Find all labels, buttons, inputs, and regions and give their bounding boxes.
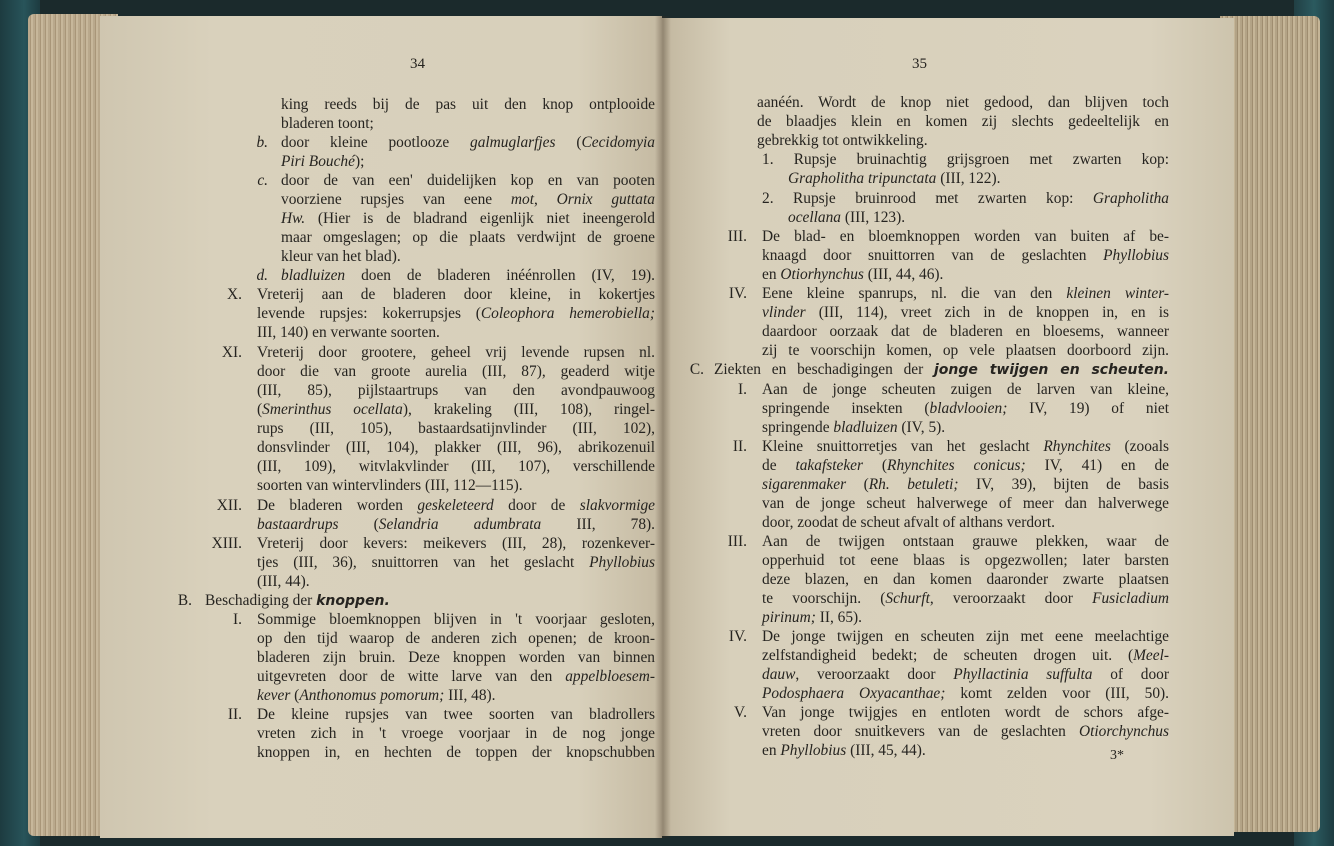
text-line [788,169,1000,188]
text-run: III, 78). [541,516,655,533]
text-run: opperhuid tot eene blaas is opgezwollen; later barsten [762,552,1169,569]
text-line [762,341,1169,360]
text-line [762,646,1169,665]
text-line [281,266,655,285]
list-marker: C. [689,361,704,378]
text-run: IV, 39), bijten de basis [958,476,1169,493]
italic-text: Grapholitha [1092,190,1169,207]
text-run: bladeren zijn bruin. Deze knoppen worden van binnen [257,649,655,666]
text-run: zij te voorschijn komen, op vele plaatsen doorboord zijn. [762,342,1169,359]
text-run: Eene kleine spanrups, nl. die van den [762,285,1067,302]
italic-text: Phyllobius [780,742,847,759]
text-run: Vreterij door kevers: meikevers (III, 28), rozenkever- [257,535,655,552]
page-number: 34 [410,56,425,72]
text-run: Aan de jonge scheuten zuigen de larven van kleine, [762,381,1169,398]
text-line [281,171,655,190]
text-run: (III, 114), vreet zich in de knoppen in, en is [805,304,1169,321]
text-line [762,380,1169,399]
italic-text: bladvlooien; [929,400,1008,417]
text-line [257,705,655,724]
text-line [257,534,655,553]
text-run: te voorschijn. ( [762,590,886,607]
italic-text: vlinder [762,304,806,321]
text-line [762,513,1055,532]
italic-text: Otiorchynchus [1078,723,1169,740]
text-line [788,208,905,227]
text-line [257,343,655,362]
list-marker: I. [233,611,242,628]
text-line [762,608,862,627]
text-run: 1. Rupsje bruinachtig grijsgroen met zwarten kop: [762,151,1169,168]
text-run: (IV, 5). [897,419,946,436]
page-number: 35 [912,56,927,72]
text-run: (III, 44). [257,573,310,590]
text-run: rups (III, 105), bastaardsatijnvlinder (III, 102), [257,420,655,437]
text-run: vreten zich in 't vroege voorjaar in de nog jonge [257,725,655,742]
italic-text: Podosphaera Oxyacanthae; [762,685,946,702]
text-run: ( [846,476,869,493]
text-run: springende [762,419,834,436]
text-run: de [762,457,796,474]
list-marker: B. [177,592,192,609]
text-line [762,150,1169,169]
list-marker: IV. [728,628,747,645]
list-marker: b. [256,134,268,151]
text-line [762,322,1169,341]
text-run: (III, 109), witvlakvlinder (III, 107), verschillende [257,458,655,475]
italic-text: Grapholitha tripunctata [788,170,937,187]
text-line [762,532,1169,551]
text-run: komt zelden voor (III, 50). [945,685,1169,702]
text-line [257,381,655,400]
text-run: (III, 123). [841,209,906,226]
text-line [762,437,1169,456]
text-line [281,190,655,209]
text-line [281,209,655,228]
text-run: Aan de twijgen ontstaan grauwe plekken, waar de [762,533,1169,550]
italic-text: Rhynchites [1043,438,1111,455]
text-run: (III, 85), pijlstaartrups van den avondpauwoog [257,382,655,399]
text-run: uitgevreten door de witte larve van den [257,668,566,685]
italic-text: kever [257,687,291,704]
text-line [257,496,655,515]
text-line [762,475,1169,494]
italic-text: Phyllactinia suffulta [953,666,1093,683]
text-line [257,686,496,705]
text-run: aanéén. Wordt de knop niet gedood, dan blijven toch [757,94,1169,111]
text-run: Kleine snuittorretjes van het geslacht [762,438,1044,455]
text-line [281,228,655,247]
list-marker: III. [727,228,747,245]
text-run: (III, 45, 44). [846,742,926,759]
bold-heading: knoppen. [316,593,390,609]
list-marker: XI. [221,344,242,361]
list-marker: d. [256,267,268,284]
list-marker: c. [257,172,268,189]
text-run: ( [338,516,379,533]
text-run: en [762,742,781,759]
italic-text: ocellana [788,209,841,226]
text-run: (III, 122). [936,170,1001,187]
text-line [762,189,1169,208]
text-run: doen de bladeren inéénrollen (IV, 19). [345,267,655,284]
text-line [257,400,655,419]
text-line [762,399,1169,418]
text-run: knaagd door snuittorren van de geslachten [762,247,1104,264]
text-line [257,572,310,591]
italic-text: Phyllobius [589,554,655,571]
text-run: De jonge twijgen en scheuten zijn met eene meelachtige [762,628,1169,645]
italic-text: Schurft [885,590,930,607]
text-run: door die van groote aurelia (III, 87), geaderd witje [257,363,655,380]
italic-text: Piri Bouché [281,153,355,170]
page-edges-right [1220,16,1320,832]
text-run: , veroorzaakt door [795,666,954,683]
italic-text: Meel- [1133,647,1169,664]
text-line [762,494,1169,513]
italic-text: Cecidomyia [581,134,655,151]
text-run: , [534,191,557,208]
text-line [257,724,655,743]
text-line [762,589,1169,608]
italic-text: Rh. betuleti; [868,476,959,493]
text-line [257,648,655,667]
text-line [762,284,1169,303]
text-run: gebrekkig tot ontwikkeling. [757,132,928,149]
text-line [281,247,401,266]
text-line [714,360,1169,380]
italic-text: Fusicladium [1092,590,1170,607]
text-run: king reeds bij de pas uit den knop ontplooide [281,96,655,113]
text-run: door kleine pootlooze [281,134,470,151]
list-marker: X. [227,286,242,303]
text-line [257,743,655,762]
text-run: De bladeren worden [257,497,418,514]
right-page [662,18,1234,836]
text-run: vreten door snuitkevers van de geslachten [762,723,1079,740]
text-line [257,323,440,342]
text-run: De kleine rupsjes van twee soorten van bladrollers [257,706,655,723]
text-line [257,438,655,457]
italic-text: Selandria adumbrata [378,516,542,533]
text-line [281,152,364,171]
text-line [762,551,1169,570]
text-run: tjes (III, 36), snuittorren van het geslacht [257,554,590,571]
text-line [257,362,655,381]
text-run: Ziekten en beschadigingen der [714,361,934,378]
text-run: III, 48). [444,687,496,704]
list-marker: II. [227,706,242,723]
text-line [762,570,1169,589]
text-run: door de [493,497,580,514]
text-run: Vreterij aan de bladeren door kleine, in kokertjes [257,286,655,303]
italic-text: kleinen winter- [1066,285,1169,302]
text-run: IV, 41) en de [1025,457,1170,474]
text-run: op den tijd waarop de anderen zich openen; de kroon- [257,630,655,647]
text-run: daardoor oorzaak dat de bladeren en bloesems, wanneer [762,323,1169,340]
text-line [762,456,1169,475]
italic-text: mot [510,191,534,208]
text-line [257,629,655,648]
list-marker: V. [734,704,747,721]
left-page [100,16,662,838]
text-run: , veroorzaakt door [929,590,1093,607]
list-marker: IV. [728,285,747,302]
text-run: IV, 19) of niet [1007,400,1169,417]
text-run: knoppen in, en hechten de toppen der knopschubben [257,744,655,761]
text-line [762,684,1169,703]
text-run: ( [555,134,582,151]
text-run: Beschadiging der [205,592,317,609]
text-line [762,665,1169,684]
italic-text: galmuglarfjes [470,134,556,151]
text-run: 2. Rupsje bruinrood met zwarten kop: [762,190,1093,207]
text-line [257,515,655,534]
text-run: kleur van het blad). [281,248,401,265]
italic-text: takafsteker [795,457,863,474]
italic-text: sigarenmaker [762,476,847,493]
text-run: ), krakeling (III, 108), ringel- [402,401,655,418]
italic-text: appelbloesem- [565,668,655,685]
italic-text: pirinum; [762,609,816,626]
text-run: soorten van wintervlinders (III, 112—115). [257,477,523,494]
italic-text: Ornix guttata [556,191,655,208]
italic-text: Otiorhynchus [780,266,864,283]
text-run: springende insekten ( [762,400,930,417]
text-run: van de jonge scheut halverwege of meer dan halverwege [762,495,1169,512]
text-run: (Hier is de bladrand eigenlijk niet ineengerold [305,210,655,227]
text-run: bladeren toont; [281,115,374,132]
italic-text: bladluizen [833,419,898,436]
text-line [757,112,1169,131]
italic-text: Phyllobius [1103,247,1169,264]
text-run: de blaadjes klein en komen zij slechts gedeeltelijk en [757,113,1169,130]
italic-text: Hw. [281,210,306,227]
italic-text: slakvormige [579,497,655,514]
list-marker: III. [727,533,747,550]
text-line [257,610,655,629]
text-line [762,741,926,760]
text-run: II, 65). [815,609,863,626]
text-line [757,93,1169,112]
list-marker: I. [738,381,747,398]
italic-text: Coleophora hemerobiella; [480,305,655,322]
italic-text: bastaardrups [257,516,339,533]
text-line [257,285,655,304]
list-marker: XIII. [211,535,242,552]
text-line [281,114,374,133]
text-line [281,133,655,152]
text-run: ( [862,457,888,474]
italic-text: Smerinthus ocellata [262,401,403,418]
text-line [762,265,943,284]
text-run: donsvlinder (III, 104), plakker (III, 96), abrikozenuil [257,439,655,456]
text-line [257,667,655,686]
text-run: Sommige bloemknoppen blijven in 't voorjaar gesloten, [257,611,655,628]
text-line [205,591,390,611]
text-line [762,303,1169,322]
italic-text: bladluizen [281,267,346,284]
bold-heading: jonge twijgen en scheuten. [934,362,1169,378]
text-line [257,304,655,323]
italic-text: Anthonomus pomorum; [299,687,445,704]
list-marker: XII. [216,497,242,514]
text-line [762,418,945,437]
text-run: (III, 44, 46). [863,266,944,283]
text-run: zelfstandigheid bedekt; de scheuten drogen uit. ( [762,647,1134,664]
text-run: deze blazen, en dan komen daaronder zwarte plaatsen [762,571,1169,588]
text-line [281,95,655,114]
text-run: en [762,266,781,283]
text-run: door de van een' duidelijken kop en van pooten [281,172,655,189]
text-run: ( [290,687,300,704]
text-line [762,722,1169,741]
text-run: ( [257,401,263,418]
text-run: Vreterij door grootere, geheel vrij levende rupsen nl. [257,344,655,361]
text-run: ); [354,153,365,170]
text-line [762,246,1169,265]
text-line [762,227,1169,246]
text-run: De blad- en bloemknoppen worden van buiten af be- [762,228,1169,245]
text-run: door, zoodat de scheut afvalt of althans verdort. [762,514,1055,531]
text-run: voorziene rupsjes van eene [281,191,511,208]
text-run: III, 140) en verwante soorten. [257,324,440,341]
text-run: Van jonge twijgjes en entloten wordt de schors afge- [762,704,1169,721]
italic-text: geskeleteerd [417,497,494,514]
list-marker: II. [732,438,747,455]
text-line [757,131,928,150]
text-run: (zooals [1110,438,1169,455]
text-run: levende rupsjes: kokerrupsjes ( [257,305,481,322]
text-line [762,627,1169,646]
italic-text: Rhynchites conicus; [887,457,1026,474]
text-run: of door [1092,666,1169,683]
text-run: maar omgeslagen; op die plaats verdwijnt de groene [281,229,655,246]
text-line [257,457,655,476]
italic-text: dauw [762,666,796,683]
book-gutter [655,16,671,838]
text-line [257,476,523,495]
signature-mark: 3* [1110,748,1124,763]
text-line [257,419,655,438]
text-line [257,553,655,572]
text-line [762,703,1169,722]
